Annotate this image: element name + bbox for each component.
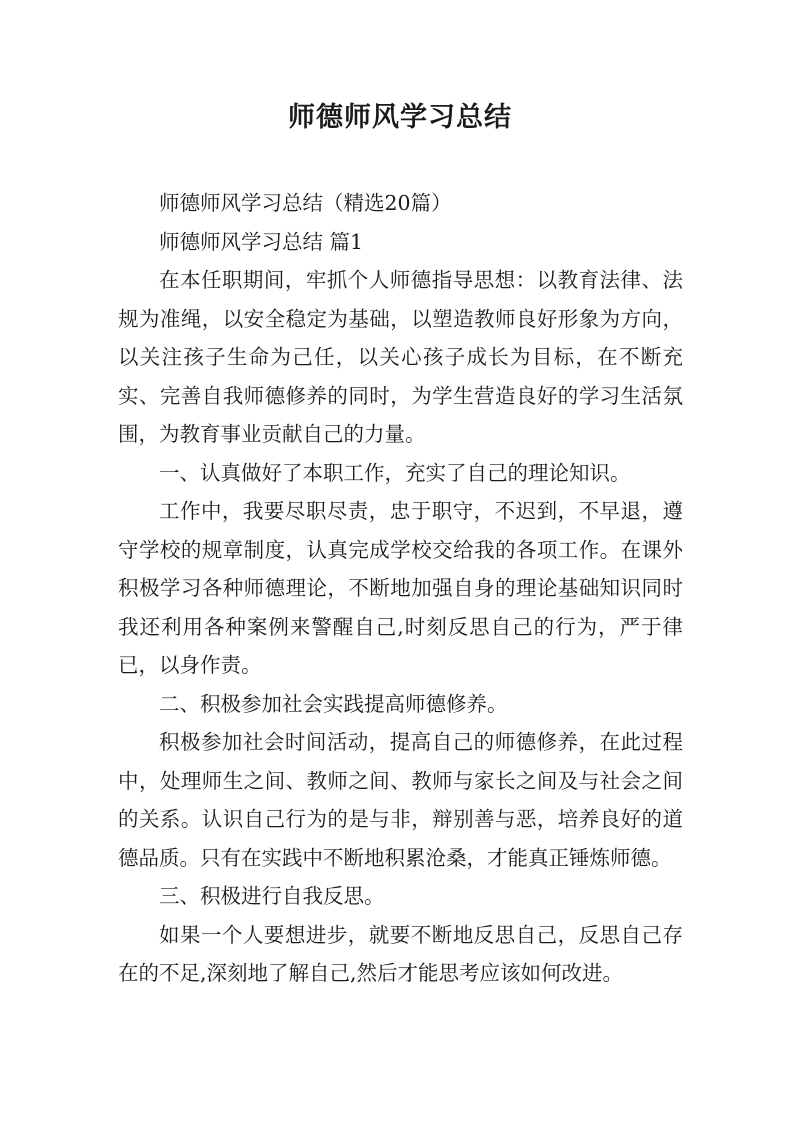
section-heading: 师德师风学习总结 篇1 [159, 229, 364, 254]
body-paragraph: 在本任职期间，牢抓个人师德指导思想：以教育法律、法规为准绳，以安全稳定为基础，以塑造教师良好形象为方向，以关注孩子生命为己任，以关心孩子成长为目标，在不断充实、完善自我师德修养的同时，为学生营造良好的学习生活氛围，为教育事业贡献自己的力量。 [118, 268, 683, 446]
point-heading: 三、积极进行自我反思。 [159, 884, 385, 908]
point-heading: 一、认真做好了本职工作，充实了自己的理论知识。 [159, 460, 631, 485]
body-paragraph: 如果一个人要想进步，就要不断地反思自己，反思自己存在的不足,深刻地了解自己,然后才能思考应该如何改进。 [118, 922, 683, 985]
document-body [118, 184, 683, 993]
point-heading: 二、积极参加社会实践提高师德修养。 [159, 691, 508, 716]
subtitle-line: 师德师风学习总结（精选20篇） [159, 191, 452, 215]
document-title: 师德师风学习总结 [288, 102, 512, 133]
body-paragraph: 工作中，我要尽职尽责，忠于职守，不迟到，不早退，遵守学校的规章制度，认真完成学校交给我的各项工作。在课外积极学习各种师德理论，不断地加强自身的理论基础知识同时我还利用各种案例来警醒自己,时刻反思自己的行为，严于律已，以身作责。 [118, 499, 683, 677]
body-paragraph: 积极参加社会时间活动，提高自己的师德修养，在此过程中，处理师生之间、教师之间、教师与家长之间及与社会之间的关系。认识自己行为的是与非，辩别善与恶，培养良好的道德品质。只有在实践中不断地积累沧桑，才能真正锤炼师德。 [118, 730, 683, 870]
